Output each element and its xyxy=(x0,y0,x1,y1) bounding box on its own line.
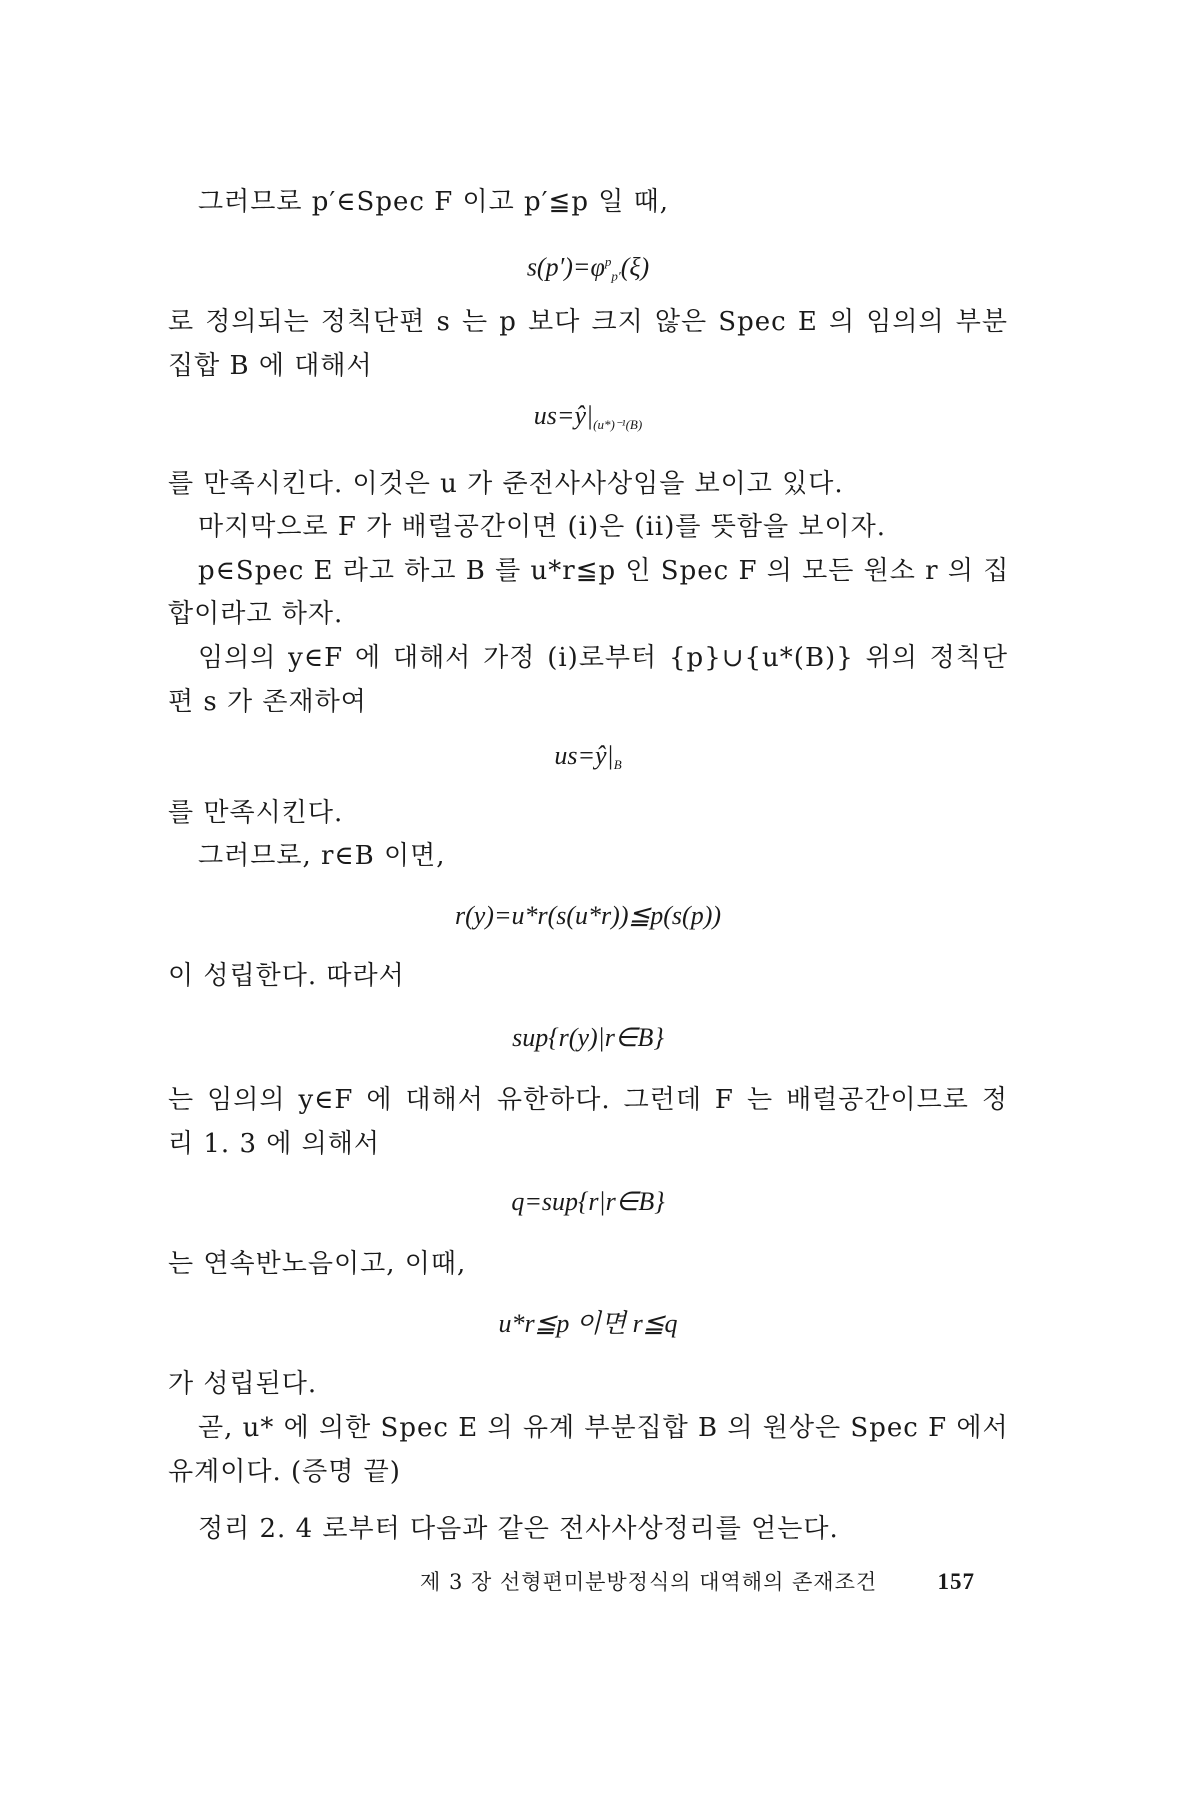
text-line: 합이라고 하자. xyxy=(168,599,344,629)
text-line: 임의의 y∈F 에 대해서 가정 (i)로부터 {p}∪{u*(B)} 위의 정칙단 xyxy=(198,643,1008,673)
running-head: 제 3 장 선형편미분방정식의 대역해의 존재조건 xyxy=(420,1570,878,1594)
equation: $s(p')=\varphi^p_{p'}(\xi)$ xyxy=(526,252,650,284)
text-line: 유계이다. (증명 끝) xyxy=(168,1457,401,1487)
text-line: 를 만족시킨다. 이것은 u 가 준전사사상임을 보이고 있다. xyxy=(168,469,844,499)
text-line: 이 성립한다. 따라서 xyxy=(168,961,405,991)
text-line: 그러므로, r∈B 이면, xyxy=(198,841,446,871)
text-line: 마지막으로 F 가 배럴공간이면 (i)은 (ii)를 뜻함을 보이자. xyxy=(198,512,886,542)
equation: sup{r(y)|r∈B} xyxy=(512,1023,664,1052)
text-line: 리 1. 3 에 의해서 xyxy=(168,1129,380,1159)
equation: r(y)=u*r(s(u*r))≦p(s(p)) xyxy=(454,901,722,930)
page-footer xyxy=(420,1568,975,1596)
text-line: 그러므로 p′∈Spec F 이고 p′≦p 일 때, xyxy=(198,187,669,217)
text-line: 편 s 가 존재하여 xyxy=(168,687,367,717)
text-line: 는 임의의 y∈F 에 대해서 유한하다. 그런데 F 는 배럴공간이므로 정 xyxy=(168,1085,1008,1115)
page-number: 157 xyxy=(937,1569,975,1594)
equation: u*r≦p 이면 r≦q xyxy=(498,1309,678,1338)
text-line: 가 성립된다. xyxy=(168,1369,318,1399)
text-line: 는 연속반노음이고, 이때, xyxy=(168,1249,467,1279)
equation: $us=ŷ|_B$ xyxy=(554,741,622,772)
equation: $us=ŷ|_{(u*)^{-1}(B)}$ xyxy=(533,401,643,432)
text-line: 집합 B 에 대해서 xyxy=(168,351,373,381)
text-line: 곧, u* 에 의한 Spec E 의 유계 부분집합 B 의 원상은 Spec F 에서 xyxy=(198,1413,1009,1443)
text-line: p∈Spec E 라고 하고 B 를 u*r≦p 인 Spec F 의 모든 원소 r 의 집 xyxy=(198,556,1010,586)
equation: q=sup{r|r∈B} xyxy=(511,1187,665,1216)
text-line: 정리 2. 4 로부터 다음과 같은 전사사상정리를 얻는다. xyxy=(198,1514,839,1544)
text-line: 로 정의되는 정칙단편 s 는 p 보다 크지 않은 Spec E 의 임의의 부분 xyxy=(168,307,1008,337)
text-line: 를 만족시킨다. xyxy=(168,798,344,828)
